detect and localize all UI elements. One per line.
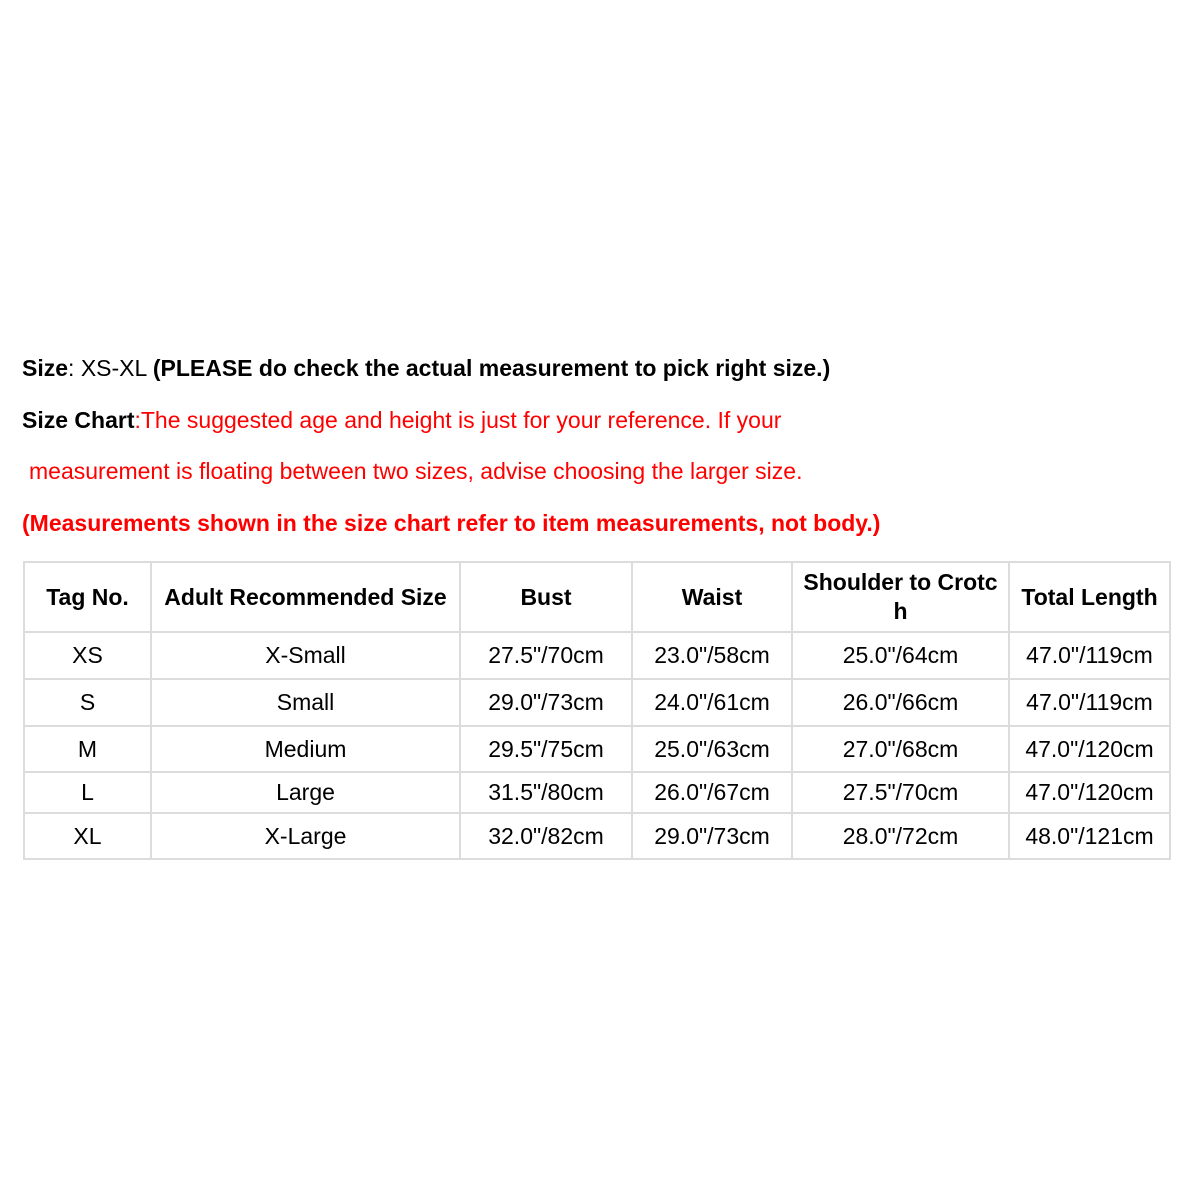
header-shoulder-to-crotch: Shoulder to Crotch: [792, 562, 1009, 632]
table-row: [24, 679, 1170, 726]
cell-shoulder-to-crotch: 26.0"/66cm: [792, 679, 1009, 726]
cell-shoulder-to-crotch: 28.0"/72cm: [792, 813, 1009, 859]
size-chart-table: [23, 561, 1171, 860]
table-row: [24, 772, 1170, 813]
size-range-line: [22, 354, 830, 382]
cell-adult-size: X-Large: [151, 813, 460, 859]
cell-bust: 31.5"/80cm: [460, 772, 632, 813]
cell-adult-size: Large: [151, 772, 460, 813]
size-chart-note-2: measurement is floating between two sizes, advise choosing the larger size.: [29, 458, 803, 484]
cell-tag-no: XS: [24, 632, 151, 679]
cell-adult-size: X-Small: [151, 632, 460, 679]
cell-waist: 23.0"/58cm: [632, 632, 792, 679]
cell-total-length: 47.0"/120cm: [1009, 726, 1170, 772]
header-total-length: Total Length: [1009, 562, 1170, 632]
size-check-note: (PLEASE do check the actual measurement to pick right size.): [152, 355, 831, 381]
cell-bust: 32.0"/82cm: [460, 813, 632, 859]
header-bust: Bust: [460, 562, 632, 632]
cell-adult-size: Small: [151, 679, 460, 726]
header-adult-recommended-size: Adult Recommended Size: [151, 562, 460, 632]
header-tag-no: Tag No.: [24, 562, 151, 632]
cell-waist: 26.0"/67cm: [632, 772, 792, 813]
cell-bust: 27.5"/70cm: [460, 632, 632, 679]
size-chart-line: [22, 406, 781, 434]
cell-waist: 25.0"/63cm: [632, 726, 792, 772]
size-label: Size: [22, 355, 69, 381]
measurement-note: (Measurements shown in the size chart refer to item measurements, not body.): [22, 510, 881, 536]
table-row: [24, 632, 1170, 679]
cell-shoulder-to-crotch: 27.5"/70cm: [792, 772, 1009, 813]
cell-total-length: 47.0"/120cm: [1009, 772, 1170, 813]
cell-adult-size: Medium: [151, 726, 460, 772]
size-range: XS-XL: [80, 355, 153, 381]
cell-tag-no: M: [24, 726, 151, 772]
table-header-row: [24, 562, 1170, 632]
cell-tag-no: L: [24, 772, 151, 813]
cell-total-length: 47.0"/119cm: [1009, 679, 1170, 726]
cell-total-length: 48.0"/121cm: [1009, 813, 1170, 859]
cell-bust: 29.0"/73cm: [460, 679, 632, 726]
cell-waist: 29.0"/73cm: [632, 813, 792, 859]
size-separator: :: [68, 355, 81, 381]
cell-tag-no: S: [24, 679, 151, 726]
size-chart-label: Size Chart: [22, 407, 135, 433]
cell-shoulder-to-crotch: 27.0"/68cm: [792, 726, 1009, 772]
cell-tag-no: XL: [24, 813, 151, 859]
cell-bust: 29.5"/75cm: [460, 726, 632, 772]
table-row: [24, 813, 1170, 859]
size-chart-note-1: The suggested age and height is just for your reference. If your: [140, 407, 782, 433]
cell-total-length: 47.0"/119cm: [1009, 632, 1170, 679]
size-chart-separator: :: [134, 407, 141, 433]
cell-shoulder-to-crotch: 25.0"/64cm: [792, 632, 1009, 679]
header-waist: Waist: [632, 562, 792, 632]
cell-waist: 24.0"/61cm: [632, 679, 792, 726]
table-row: [24, 726, 1170, 772]
